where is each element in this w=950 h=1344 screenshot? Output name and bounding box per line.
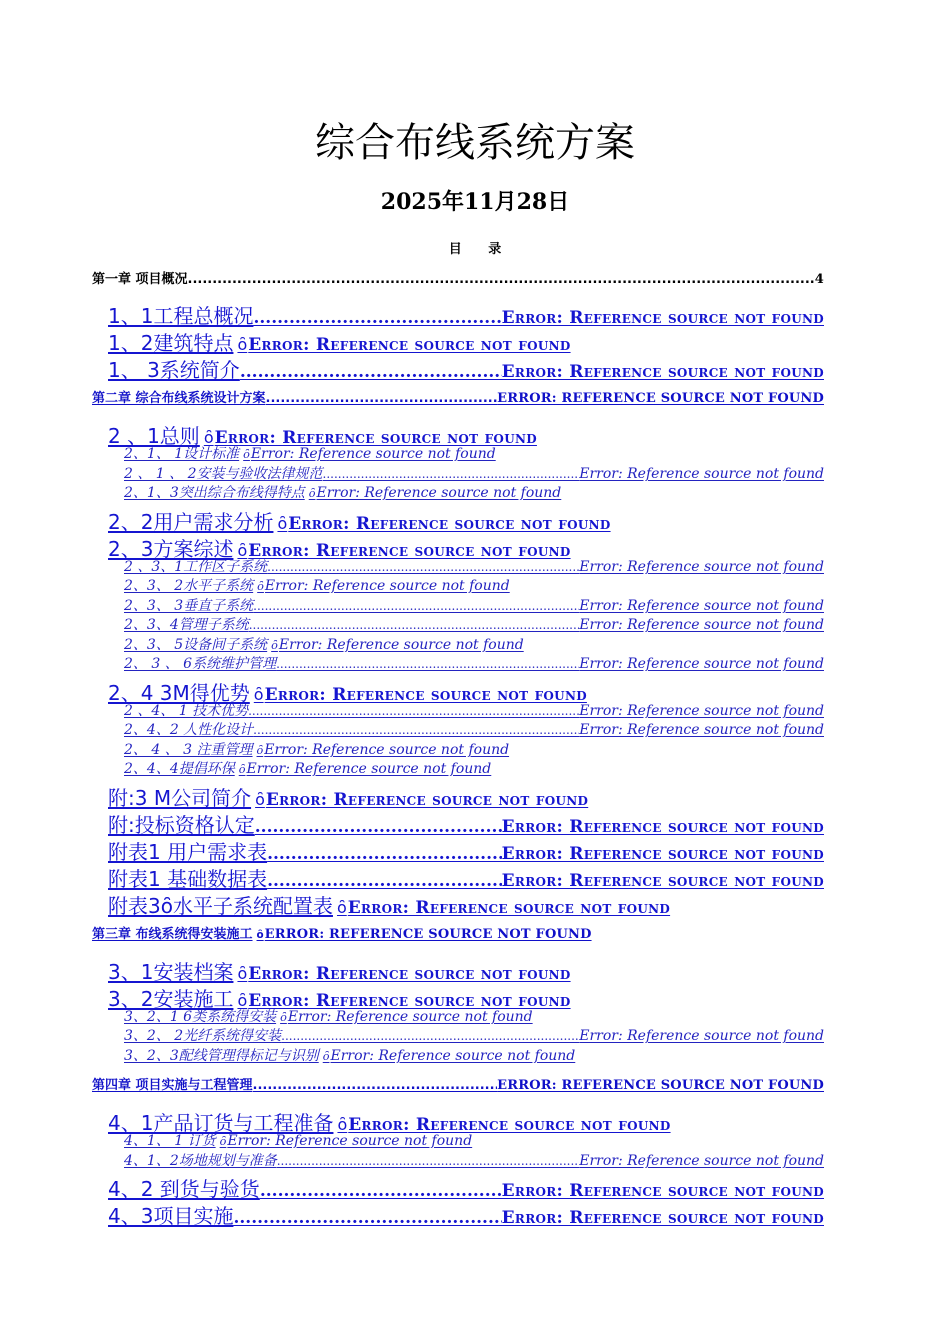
toc-entry-title: 附:投标资格认定: [108, 813, 255, 837]
toc-entry-page: 4: [814, 272, 824, 287]
toc-leader-marker: ȏ: [243, 448, 250, 461]
document-title: 综合布线系统方案: [315, 120, 635, 166]
toc-entry-title: 第四章 项目实施与工程管理: [92, 1078, 253, 1093]
toc-dot-leader: [233, 1208, 501, 1228]
toc-leader-marker: ȏ: [237, 964, 248, 983]
toc-leader-marker: ȏ: [256, 744, 264, 757]
toc-entry[interactable]: [124, 1025, 824, 1044]
toc-entry-title: 1、2建筑特点: [108, 331, 234, 355]
toc-entry[interactable]: [124, 1130, 824, 1149]
toc-entry[interactable]: [124, 614, 824, 633]
toc-entry-page: Error: Reference source not found: [264, 578, 510, 594]
toc-entry-page: Error: Reference source not found: [265, 790, 589, 810]
toc-entry-title: 3、2、 2光纤系统得安装: [124, 1028, 282, 1044]
toc-entry-page: Error: Reference source not found: [579, 703, 824, 719]
toc-entry-title: 1、 3系统简介: [108, 358, 240, 382]
toc-dot-leader: [281, 1029, 579, 1043]
toc-leader-marker: ȏ: [337, 1115, 348, 1134]
toc-entry-title: 2 、1总则: [108, 424, 200, 448]
toc-entry-page: Error: Reference source not found: [248, 335, 571, 355]
toc-dot-leader: [267, 560, 579, 574]
toc-leader-marker: ȏ: [203, 428, 214, 447]
toc-leader-marker: ȏ: [280, 1011, 287, 1024]
toc-dot-leader: [249, 618, 579, 632]
toc-entry-page: Error: Reference source not found: [248, 991, 571, 1011]
toc-entry-title: 4、1、2场地规划与准备: [124, 1153, 277, 1169]
toc-entry-title: 2、 4 、 3 注重管理: [124, 742, 253, 758]
toc-entry-title: 2、3、 5设备间子系统: [124, 637, 268, 653]
toc-dot-leader: [253, 1078, 498, 1093]
toc-entry-page: Error: Reference source not found: [287, 1009, 533, 1025]
toc-dot-leader: [255, 817, 502, 837]
toc-entry[interactable]: [124, 575, 824, 594]
toc-entry-title: 3、2、3配线管理得标记与识别: [124, 1048, 319, 1064]
toc-entry-page: Error: Reference source not found: [579, 466, 824, 482]
toc-dot-leader: [188, 272, 815, 287]
toc-entry-title: 4、1、 1 订货: [124, 1133, 216, 1149]
toc-entry[interactable]: [124, 739, 824, 758]
toc-entry-title: 附表1 基础数据表: [108, 867, 268, 891]
toc-dot-leader: [266, 391, 498, 406]
toc-leader-marker: ȏ: [237, 541, 248, 560]
toc-entry[interactable]: [124, 1045, 824, 1064]
toc-entry-title: 2、1、 1设计标准: [124, 446, 240, 462]
toc-leader-marker: ȏ: [322, 1050, 330, 1063]
toc-entry[interactable]: [108, 327, 824, 355]
toc-entry-page: Error: Reference source not found: [501, 844, 824, 864]
toc-leader-marker: ȏ: [256, 929, 264, 941]
toc-entry-page: Error: Reference source not found: [264, 742, 510, 758]
toc-dot-leader: [253, 599, 579, 613]
toc-entry-page: ERROR: REFERENCE SOURCE NOT FOUND: [497, 1078, 824, 1093]
toc-entry-page: Error: Reference source not found: [348, 1115, 671, 1135]
toc-entry-page: Error: Reference source not found: [501, 817, 824, 837]
toc-entry-page: Error: Reference source not found: [264, 685, 587, 705]
toc-entry-page: Error: Reference source not found: [579, 1028, 824, 1044]
toc-entry-page: Error: Reference source not found: [214, 428, 537, 448]
toc-dot-leader: [323, 467, 580, 481]
toc-entry-title: 2、3、 3垂直子系统: [124, 598, 254, 614]
toc-entry-title: 4、1产品订货与工程准备: [108, 1111, 334, 1135]
toc-dot-leader: [276, 657, 579, 671]
toc-entry[interactable]: [124, 1006, 824, 1025]
toc-entry[interactable]: [124, 1150, 824, 1169]
toc-entry[interactable]: [92, 268, 824, 288]
toc-entry-page: Error: Reference source not found: [579, 559, 824, 575]
toc-entry[interactable]: [124, 653, 824, 672]
toc-entry[interactable]: [108, 956, 824, 984]
toc-entry-page: Error: Reference source not found: [579, 1153, 824, 1169]
toc-entry-page: Error: Reference source not found: [330, 1048, 576, 1064]
toc-entry-page: Error: Reference source not found: [579, 617, 824, 633]
toc-entry-page: Error: Reference source not found: [278, 637, 524, 653]
toc-entry[interactable]: [108, 354, 824, 382]
toc-entry-page: Error: Reference source not found: [288, 514, 611, 534]
toc-entry-page: Error: Reference source not found: [579, 722, 824, 738]
toc-entry[interactable]: [124, 556, 824, 575]
toc-entry-page: Error: Reference source not found: [347, 898, 671, 918]
toc-entry-page: Error: Reference source not found: [250, 446, 496, 462]
toc-entry-page: Error: Reference source not found: [579, 598, 824, 614]
toc-entry[interactable]: [92, 923, 824, 943]
toc-entry-page: Error: Reference source not found: [316, 485, 562, 501]
toc-entry[interactable]: [124, 634, 824, 653]
toc-heading: 目 录: [448, 242, 502, 257]
toc-entry-title: 2、1、3突出综合布线得特点: [124, 485, 305, 501]
toc-entry-title: 2、3方案综述: [108, 537, 234, 561]
toc-entry-page: Error: Reference source not found: [501, 871, 824, 891]
toc-entry-title: 4、2 到货与验货: [108, 1177, 260, 1201]
toc-entry-page: Error: Reference source not found: [501, 362, 824, 382]
toc-entry-title: 附表3ȏ水平子系统配置表: [108, 894, 333, 918]
toc-entry-title: 2、4 3M得优势: [108, 681, 250, 705]
toc-entry[interactable]: [108, 863, 824, 891]
toc-entry-title: 2 、3、1工作区子系统: [124, 559, 268, 575]
toc-leader-marker: ȏ: [253, 685, 264, 704]
toc-entry[interactable]: [124, 482, 824, 501]
toc-entry-title: 2、3、 2水平子系统: [124, 578, 254, 594]
toc-leader-marker: ȏ: [271, 639, 278, 652]
toc-entry-page: Error: Reference source not found: [248, 541, 571, 561]
toc-entry-title: 第三章 布线系统得安装施工: [92, 927, 253, 942]
toc-entry-page: Error: Reference source not found: [248, 964, 571, 984]
toc-dot-leader: [240, 362, 502, 382]
toc-entry-page: ERROR: REFERENCE SOURCE NOT FOUND: [497, 391, 824, 406]
toc-entry-page: ERROR: REFERENCE SOURCE NOT FOUND: [264, 927, 592, 942]
toc-leader-marker: ȏ: [237, 991, 248, 1010]
toc-entry-title: 附表1 用户需求表: [108, 840, 268, 864]
toc-entry-page: Error: Reference source not found: [246, 761, 492, 777]
toc-leader-marker: ȏ: [237, 335, 248, 354]
toc-entry-title: 附:3 M公司简介: [108, 786, 252, 810]
toc-leader-marker: ȏ: [238, 763, 246, 776]
toc-entry-title: 2 、4、 1 技术优势: [124, 703, 249, 719]
toc-dot-leader: [267, 844, 502, 864]
toc-entry-page: Error: Reference source not found: [227, 1133, 473, 1149]
toc-entry-title: 第二章 综合布线系统设计方案: [92, 391, 266, 406]
toc-entry[interactable]: [124, 719, 824, 738]
toc-entry-page: Error: Reference source not found: [501, 1181, 824, 1201]
toc-entry[interactable]: [124, 758, 824, 777]
toc-leader-marker: ȏ: [219, 1135, 227, 1148]
toc-leader-marker: ȏ: [277, 514, 288, 533]
toc-entry-title: 2、 3 、 6系统维护管理: [124, 656, 277, 672]
toc-entry-title: 1、1工程总概况: [108, 304, 254, 328]
toc-dot-leader: [260, 1181, 502, 1201]
toc-entry[interactable]: [108, 1200, 824, 1228]
toc-entry-title: 第一章 项目概况: [92, 272, 188, 287]
toc-dot-leader: [248, 704, 579, 718]
toc-entry-title: 3、2、1 6类系统得安装: [124, 1009, 277, 1025]
toc-entry[interactable]: [108, 782, 824, 810]
document-date: 2025年11月28日: [380, 189, 570, 215]
toc-dot-leader: [253, 308, 501, 328]
toc-entry-title: 2、4、4提倡环保: [124, 761, 235, 777]
toc-entry[interactable]: [124, 595, 824, 614]
toc-dot-leader: [253, 723, 579, 737]
toc-leader-marker: ȏ: [257, 580, 264, 593]
toc-entry[interactable]: [124, 463, 824, 482]
toc-leader-marker: ȏ: [308, 487, 316, 500]
toc-entry[interactable]: [124, 700, 824, 719]
toc-entry[interactable]: [108, 836, 824, 864]
toc-entry[interactable]: [92, 387, 824, 407]
toc-entry-title: 3、1安装档案: [108, 960, 234, 984]
toc-dot-leader: [267, 871, 502, 891]
toc-entry-title: 2、3、4管理子系统: [124, 617, 249, 633]
toc-entry[interactable]: [92, 1074, 824, 1094]
toc-dot-leader: [277, 1154, 579, 1168]
toc-entry-page: Error: Reference source not found: [501, 1208, 824, 1228]
toc-leader-marker: ȏ: [255, 790, 265, 809]
toc-entry-title: 2 、 1 、 2安装与验收法律规范: [124, 466, 323, 482]
toc-entry[interactable]: [108, 890, 824, 918]
toc-entry[interactable]: [108, 809, 824, 837]
toc-entry-title: 2、2用户需求分析: [108, 510, 274, 534]
toc-entry[interactable]: [108, 300, 824, 328]
toc-entry-title: 4、3项目实施: [108, 1204, 234, 1228]
toc-entry[interactable]: [108, 506, 824, 534]
toc-entry-page: Error: Reference source not found: [501, 308, 824, 328]
toc-entry[interactable]: [124, 443, 824, 462]
toc-entry[interactable]: [108, 1173, 824, 1201]
toc-entry-page: Error: Reference source not found: [579, 656, 824, 672]
toc-entry-title: 3、2安装施工: [108, 987, 234, 1011]
toc-entry-title: 2、4、2 人性化设计: [124, 722, 254, 738]
toc-leader-marker: ȏ: [336, 898, 347, 917]
